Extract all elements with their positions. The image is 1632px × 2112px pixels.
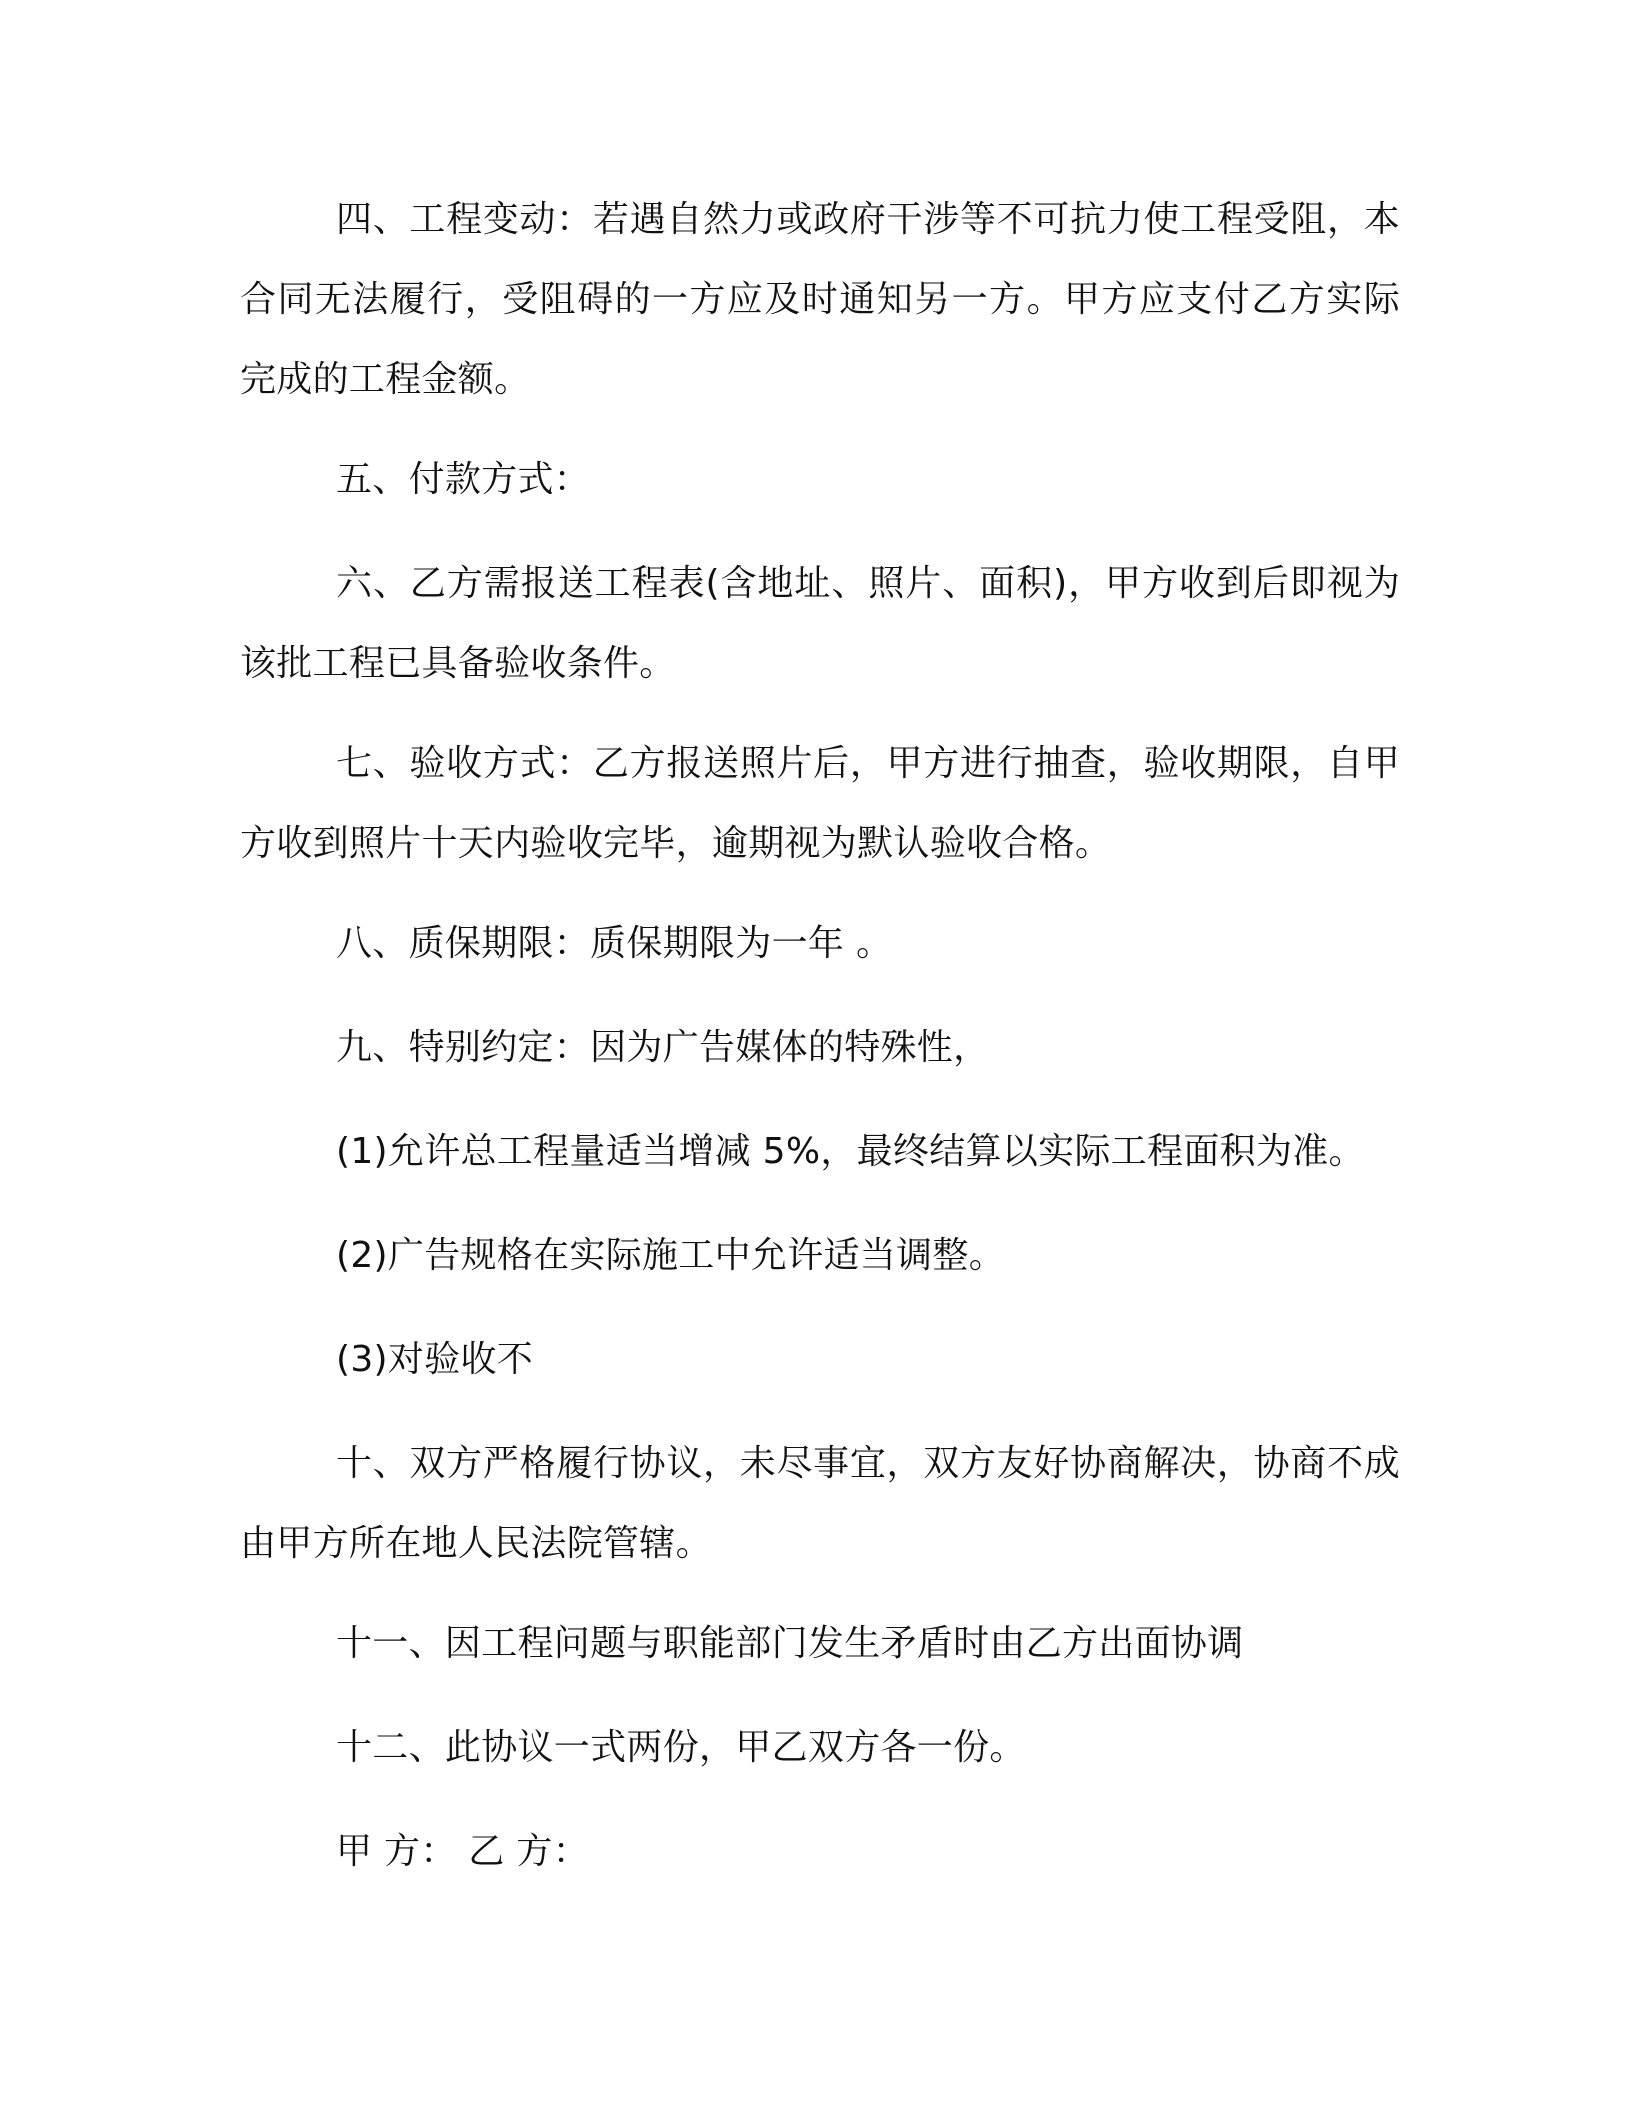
special-item-2: (2)广告规格在实际施工中允许适当调整。 (336, 1235, 1005, 1276)
clause-9-special-agreement: 九、特别约定：因为广告媒体的特殊性， (336, 1027, 990, 1068)
clause-7-acceptance-method: 七、验收方式：乙方报送照片后，甲方进行抽查，验收期限，自甲方收到照片十天内验收完毕，逾期视为默认验收合格。 (240, 743, 1400, 864)
clause-4-force-majeure: 四、工程变动：若遇自然力或政府干涉等不可抗力使工程受阻，本合同无法履行，受阻碍的一方应及时通知另一方。甲方应支付乙方实际完成的工程金额。 (240, 199, 1400, 400)
special-item-1: (1)允许总工程量适当增减 5%，最终结算以实际工程面积为准。 (336, 1131, 1365, 1172)
signature-line: 甲 方： 乙 方： (336, 1831, 590, 1872)
clause-6-project-report: 六、乙方需报送工程表(含地址、照片、面积)，甲方收到后即视为该批工程已具备验收条件。 (240, 563, 1400, 684)
clause-5-payment-method: 五、付款方式： (336, 459, 591, 500)
document-body (240, 180, 1400, 1916)
special-item-3: (3)对验收不 (336, 1339, 534, 1380)
clause-10-dispute-resolution: 十、双方严格履行协议，未尽事宜，双方友好协商解决，协商不成由甲方所在地人民法院管辖。 (240, 1443, 1400, 1564)
clause-8-warranty-period: 八、质保期限：质保期限为一年 。 (336, 923, 893, 964)
clause-12-copies: 十二、此协议一式两份，甲乙双方各一份。 (336, 1727, 1026, 1768)
clause-11-coordination: 十一、因工程问题与职能部门发生矛盾时由乙方出面协调 (336, 1623, 1244, 1664)
